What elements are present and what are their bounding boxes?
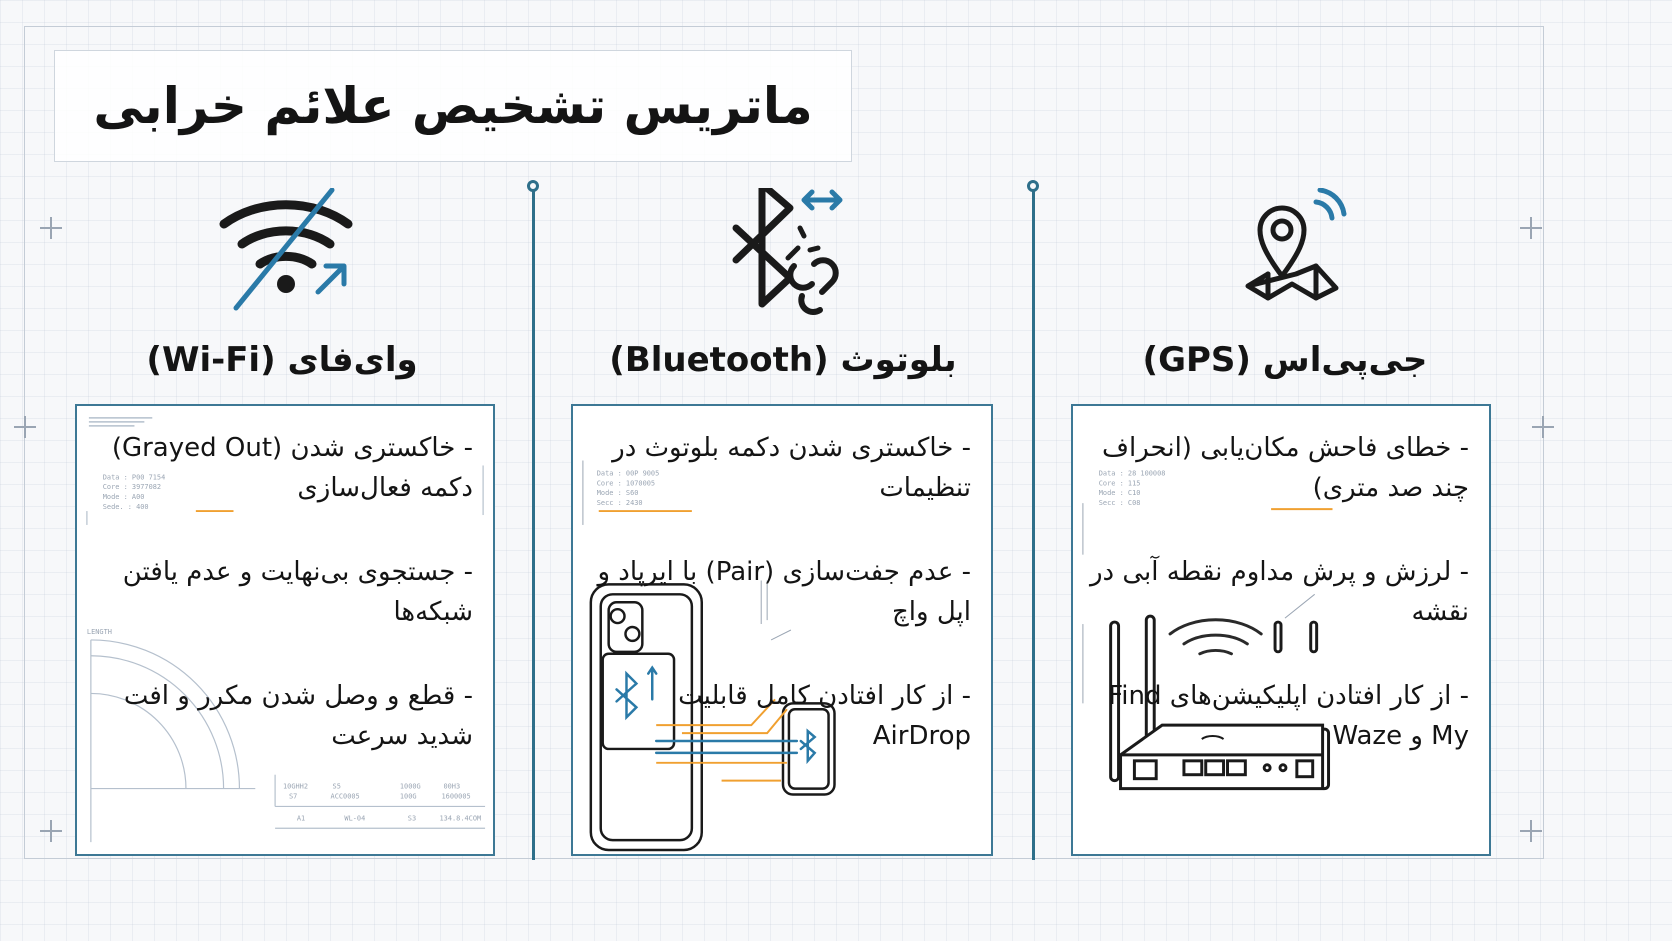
column-divider xyxy=(532,188,535,860)
divider-dot xyxy=(1027,180,1039,192)
crosshair-mark xyxy=(40,217,62,239)
svg-text:LENGTH: LENGTH xyxy=(86,627,112,636)
svg-text:Core : 115: Core : 115 xyxy=(1098,479,1141,488)
svg-text:S3: S3 xyxy=(407,814,417,823)
bluetooth-heading: بلوتوث (Bluetooth) xyxy=(609,340,957,380)
title-box xyxy=(54,50,852,162)
list-item: - از کار افتادن اپلیکیشن‌های Find My و Waze xyxy=(1108,681,1469,751)
svg-text:Mode : S60: Mode : S60 xyxy=(596,489,639,498)
svg-text:Core : 3977082: Core : 3977082 xyxy=(102,483,162,492)
frame-left-line xyxy=(24,26,25,858)
list-item: - خاکستری شدن دکمه بلوتوث در تنظیمات xyxy=(612,433,971,503)
map-pin-icon xyxy=(1220,188,1360,328)
svg-text:S5: S5 xyxy=(332,782,341,791)
wifi-heading: وای‌فای (Wi-Fi) xyxy=(146,340,418,380)
page-title: ماتریس تشخیص علائم خرابی xyxy=(93,77,813,135)
svg-text:100G: 100G xyxy=(399,792,417,801)
wifi-off-icon xyxy=(216,188,356,328)
svg-text:10GHH2: 10GHH2 xyxy=(283,782,309,791)
svg-text:Mode : C10: Mode : C10 xyxy=(1098,489,1141,498)
svg-text:Secc : 2430: Secc : 2430 xyxy=(596,499,643,508)
svg-text:Mode : A00: Mode : A00 xyxy=(102,493,145,502)
column-divider xyxy=(1032,188,1035,860)
svg-text:134.8.4COM: 134.8.4COM xyxy=(439,814,482,823)
crosshair-mark xyxy=(1532,416,1554,438)
svg-text:Sede. : 400: Sede. : 400 xyxy=(102,503,149,512)
gps-card xyxy=(1071,404,1491,856)
list-item: - خطای فاحش مکان‌یابی (انحراف چند صد متری) xyxy=(1102,433,1469,503)
frame-top-line xyxy=(24,26,1544,27)
svg-text:1600005: 1600005 xyxy=(441,792,471,801)
list-item: - خاکستری شدن (Grayed Out) دکمه فعال‌سازی xyxy=(111,433,473,503)
frame-right-line xyxy=(1543,26,1544,858)
crosshair-mark xyxy=(14,416,36,438)
svg-text:Secc : C08: Secc : C08 xyxy=(1098,499,1141,508)
gps-heading: جی‌پی‌اس (GPS) xyxy=(1142,340,1428,380)
svg-text:ACC0005: ACC0005 xyxy=(330,792,360,801)
crosshair-mark xyxy=(1520,217,1542,239)
svg-text:Data : P00 7154: Data : P00 7154 xyxy=(102,473,166,482)
list-item: - لرزش و پرش مداوم نقطه آبی در نقشه xyxy=(1089,557,1469,627)
svg-text:1000G: 1000G xyxy=(399,782,421,791)
svg-text:S7: S7 xyxy=(288,792,298,801)
svg-text:Data : 00P 9005: Data : 00P 9005 xyxy=(596,469,660,478)
svg-text:WL-04: WL-04 xyxy=(344,814,366,823)
crosshair-mark xyxy=(1520,820,1542,842)
list-item: - از کار افتادن کامل قابلیت AirDrop xyxy=(678,681,971,751)
bluetooth-card xyxy=(571,404,993,856)
svg-text:Core : 1070005: Core : 1070005 xyxy=(596,479,656,488)
svg-text:A1: A1 xyxy=(296,814,306,823)
list-item: - قطع و وصل شدن مکرر و افت شدید سرعت xyxy=(123,681,473,751)
list-item: - عدم جفت‌سازی (Pair) با ایرپاد و اپل واچ xyxy=(597,557,971,627)
bluetooth-broken-link-icon xyxy=(718,188,858,328)
svg-text:Data : 28 100008: Data : 28 100008 xyxy=(1098,469,1166,478)
divider-dot xyxy=(527,180,539,192)
svg-text:00H3: 00H3 xyxy=(443,782,461,791)
frame-bottom-line xyxy=(24,858,1544,859)
wifi-card xyxy=(75,404,495,856)
crosshair-mark xyxy=(40,820,62,842)
list-item: - جستجوی بی‌نهایت و عدم یافتن شبکه‌ها xyxy=(122,557,473,627)
